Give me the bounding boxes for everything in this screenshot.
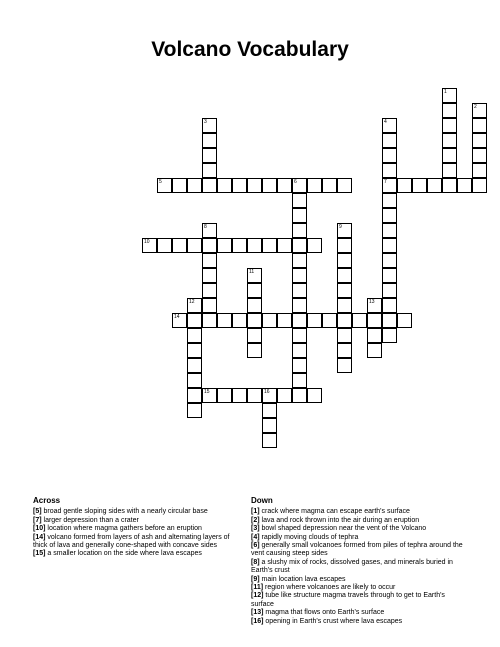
grid-cell[interactable] — [262, 418, 277, 433]
grid-cell[interactable] — [187, 403, 202, 418]
grid-cell[interactable] — [232, 178, 247, 193]
grid-cell[interactable] — [277, 238, 292, 253]
grid-cell[interactable] — [187, 238, 202, 253]
grid-cell[interactable] — [217, 388, 232, 403]
grid-cell[interactable] — [202, 238, 217, 253]
grid-cell[interactable] — [382, 208, 397, 223]
grid-cell[interactable] — [472, 118, 487, 133]
cell-number: 10 — [144, 239, 150, 245]
cell-number: 5 — [159, 179, 162, 185]
grid-cell[interactable] — [202, 388, 217, 403]
grid-cell[interactable] — [247, 238, 262, 253]
grid-cell[interactable] — [232, 313, 247, 328]
grid-cell[interactable] — [247, 268, 262, 283]
across-clue — [33, 508, 233, 516]
grid-cell[interactable] — [307, 388, 322, 403]
cell-number: 15 — [204, 389, 210, 395]
down-clue — [251, 534, 466, 542]
clue-text: main location lava escapes — [259, 575, 346, 583]
page-title: Volcano Vocabulary — [151, 38, 349, 61]
cell-number: 3 — [204, 119, 207, 125]
clue-number: [7] — [33, 516, 42, 524]
down-clue — [251, 618, 466, 626]
grid-cell[interactable] — [292, 313, 307, 328]
grid-cell[interactable] — [337, 178, 352, 193]
clue-text: broad gentle sloping sides with a nearly circular base — [41, 508, 208, 516]
down-clues — [251, 497, 466, 626]
clue-text: a slushy mix of rocks, dissolved gases, and minerals buried in Earth's crust — [251, 558, 453, 575]
cell-number: 4 — [384, 119, 387, 125]
clue-number: [1] — [251, 508, 260, 516]
cell-number: 9 — [339, 224, 342, 230]
grid-cell[interactable] — [247, 298, 262, 313]
grid-cell[interactable] — [382, 133, 397, 148]
grid-cell[interactable] — [232, 388, 247, 403]
grid-cell[interactable] — [442, 88, 457, 103]
grid-cell[interactable] — [202, 163, 217, 178]
clue-text: larger depression than a crater — [41, 516, 139, 524]
grid-cell[interactable] — [382, 313, 397, 328]
grid-cell[interactable] — [337, 223, 352, 238]
grid-cell[interactable] — [292, 388, 307, 403]
clue-number: [5] — [33, 508, 42, 516]
across-clue — [33, 534, 233, 551]
grid-cell[interactable] — [202, 298, 217, 313]
grid-cell[interactable] — [307, 313, 322, 328]
cell-number: 11 — [249, 269, 255, 275]
grid-cell[interactable] — [292, 373, 307, 388]
across-clues — [33, 497, 233, 559]
grid-cell[interactable] — [217, 178, 232, 193]
grid-cell[interactable] — [397, 178, 412, 193]
grid-cell[interactable] — [292, 343, 307, 358]
grid-cell[interactable] — [337, 358, 352, 373]
grid-cell[interactable] — [412, 178, 427, 193]
grid-cell[interactable] — [262, 388, 277, 403]
down-clue — [251, 609, 466, 617]
grid-cell[interactable] — [247, 343, 262, 358]
grid-cell[interactable] — [472, 148, 487, 163]
grid-cell[interactable] — [232, 238, 247, 253]
clue-text: lava and rock thrown into the air during an eruption — [259, 516, 420, 524]
grid-cell[interactable] — [187, 388, 202, 403]
grid-cell[interactable] — [337, 298, 352, 313]
grid-cell[interactable] — [457, 178, 472, 193]
clue-number: [12] — [251, 592, 264, 600]
grid-cell[interactable] — [277, 178, 292, 193]
grid-cell[interactable] — [307, 178, 322, 193]
grid-cell[interactable] — [382, 118, 397, 133]
across-heading: Across — [33, 496, 61, 505]
grid-cell[interactable] — [442, 148, 457, 163]
grid-cell[interactable] — [202, 223, 217, 238]
grid-cell[interactable] — [217, 313, 232, 328]
grid-cell[interactable] — [202, 268, 217, 283]
clue-number: [11] — [251, 584, 264, 592]
clue-number: [16] — [251, 617, 264, 625]
grid-cell[interactable] — [382, 283, 397, 298]
grid-cell[interactable] — [217, 238, 232, 253]
grid-cell[interactable] — [277, 313, 292, 328]
down-heading: Down — [251, 496, 273, 505]
grid-cell[interactable] — [292, 193, 307, 208]
grid-cell[interactable] — [292, 178, 307, 193]
clue-text: tube like structure magma travels through to get to Earth's surface — [251, 592, 445, 608]
clue-number: [15] — [33, 550, 46, 558]
grid-cell[interactable] — [292, 283, 307, 298]
clue-text: opening in Earth's crust where lava escapes — [263, 617, 403, 625]
clue-text: rapidly moving clouds of tephra — [259, 533, 359, 541]
grid-cell[interactable] — [337, 238, 352, 253]
grid-cell[interactable] — [472, 163, 487, 178]
grid-cell[interactable] — [472, 103, 487, 118]
cell-number: 16 — [264, 389, 270, 395]
grid-cell[interactable] — [337, 253, 352, 268]
grid-cell[interactable] — [382, 193, 397, 208]
clue-number: [2] — [251, 516, 260, 524]
grid-cell[interactable] — [442, 103, 457, 118]
grid-cell[interactable] — [442, 133, 457, 148]
grid-cell[interactable] — [397, 313, 412, 328]
clue-number: [13] — [251, 609, 264, 617]
across-clue — [33, 525, 233, 533]
grid-cell[interactable] — [202, 253, 217, 268]
grid-cell[interactable] — [472, 178, 487, 193]
clue-text: location where magma gathers before an eruption — [45, 525, 202, 533]
grid-cell[interactable] — [172, 313, 187, 328]
clue-number: [6] — [251, 542, 260, 550]
grid-cell[interactable] — [337, 328, 352, 343]
grid-cell[interactable] — [187, 313, 202, 328]
cell-number: 14 — [174, 314, 180, 320]
grid-cell[interactable] — [382, 178, 397, 193]
clue-text: magma that flows onto Earth's surface — [263, 609, 385, 617]
grid-cell[interactable] — [382, 238, 397, 253]
grid-cell[interactable] — [442, 163, 457, 178]
cell-number: 1 — [444, 89, 447, 95]
grid-cell[interactable] — [292, 223, 307, 238]
grid-cell[interactable] — [382, 328, 397, 343]
grid-cell[interactable] — [277, 388, 292, 403]
down-clue — [251, 508, 466, 516]
clue-text: generally small volcanoes formed from piles of tephra around the vent causing steep sides — [251, 542, 463, 558]
cell-number: 13 — [369, 299, 375, 305]
grid-cell[interactable] — [292, 328, 307, 343]
grid-cell[interactable] — [337, 343, 352, 358]
cell-number: 7 — [384, 179, 387, 185]
grid-cell[interactable] — [382, 253, 397, 268]
grid-cell[interactable] — [442, 178, 457, 193]
grid-cell[interactable] — [187, 358, 202, 373]
grid-cell[interactable] — [322, 313, 337, 328]
clue-text: region where volcanoes are likely to occur — [263, 584, 396, 592]
grid-cell[interactable] — [187, 343, 202, 358]
clue-number: [9] — [251, 575, 260, 583]
grid-cell[interactable] — [307, 238, 322, 253]
grid-cell[interactable] — [352, 313, 367, 328]
grid-cell[interactable] — [292, 238, 307, 253]
clue-text: bowl shaped depression near the vent of the Volcano — [259, 525, 427, 533]
grid-cell[interactable] — [247, 313, 262, 328]
grid-cell[interactable] — [142, 238, 157, 253]
grid-cell[interactable] — [292, 298, 307, 313]
clue-number: [10] — [33, 525, 46, 533]
grid-cell[interactable] — [187, 373, 202, 388]
grid-cell[interactable] — [202, 118, 217, 133]
grid-cell[interactable] — [202, 178, 217, 193]
grid-cell[interactable] — [247, 328, 262, 343]
grid-cell[interactable] — [367, 328, 382, 343]
grid-cell[interactable] — [382, 163, 397, 178]
grid-cell[interactable] — [202, 148, 217, 163]
down-clue — [251, 592, 466, 609]
grid-cell[interactable] — [367, 343, 382, 358]
cell-number: 8 — [204, 224, 207, 230]
grid-cell[interactable] — [382, 148, 397, 163]
grid-cell[interactable] — [292, 253, 307, 268]
grid-cell[interactable] — [337, 313, 352, 328]
grid-cell[interactable] — [187, 328, 202, 343]
clue-text: crack where magma can escape earth's surface — [259, 508, 410, 516]
grid-cell[interactable] — [367, 298, 382, 313]
across-clue — [33, 550, 233, 558]
cell-number: 2 — [474, 104, 477, 110]
grid-cell[interactable] — [262, 178, 277, 193]
grid-cell[interactable] — [262, 403, 277, 418]
grid-cell[interactable] — [472, 133, 487, 148]
down-clue — [251, 525, 466, 533]
clue-text: volcano formed from layers of ash and alternating layers of thick of lava and generally cone-shaped with concave sides — [33, 533, 230, 550]
across-clue — [33, 517, 233, 525]
grid-cell[interactable] — [292, 358, 307, 373]
clue-number: [4] — [251, 533, 260, 541]
across-list — [33, 508, 233, 558]
clue-number: [3] — [251, 525, 260, 533]
grid-cell[interactable] — [262, 313, 277, 328]
cell-number: 6 — [294, 179, 297, 185]
grid-cell[interactable] — [247, 178, 262, 193]
grid-cell[interactable] — [172, 178, 187, 193]
grid-cell[interactable] — [292, 268, 307, 283]
grid-cell[interactable] — [202, 313, 217, 328]
grid-cell[interactable] — [337, 268, 352, 283]
grid-cell[interactable] — [322, 178, 337, 193]
grid-cell[interactable] — [382, 223, 397, 238]
clue-number: [8] — [251, 558, 260, 566]
grid-cell[interactable] — [262, 238, 277, 253]
grid-cell[interactable] — [382, 268, 397, 283]
down-clue — [251, 576, 466, 584]
grid-cell[interactable] — [382, 298, 397, 313]
grid-cell[interactable] — [427, 178, 442, 193]
grid-cell[interactable] — [157, 178, 172, 193]
grid-cell[interactable] — [442, 118, 457, 133]
grid-cell[interactable] — [247, 283, 262, 298]
down-clue — [251, 584, 466, 592]
clue-text: a smaller location on the side where lava escapes — [45, 550, 202, 558]
grid-cell[interactable] — [262, 433, 277, 448]
down-clue — [251, 542, 466, 559]
grid-cell[interactable] — [202, 133, 217, 148]
grid-cell[interactable] — [202, 283, 217, 298]
grid-cell[interactable] — [292, 208, 307, 223]
down-clue — [251, 517, 466, 525]
down-list — [251, 508, 466, 626]
grid-cell[interactable] — [187, 298, 202, 313]
grid-cell[interactable] — [367, 313, 382, 328]
grid-cell[interactable] — [172, 238, 187, 253]
cell-number: 12 — [189, 299, 195, 305]
grid-cell[interactable] — [337, 283, 352, 298]
down-clue — [251, 559, 466, 576]
grid-cell[interactable] — [157, 238, 172, 253]
clue-number: [14] — [33, 533, 46, 541]
grid-cell[interactable] — [247, 388, 262, 403]
grid-cell[interactable] — [187, 178, 202, 193]
